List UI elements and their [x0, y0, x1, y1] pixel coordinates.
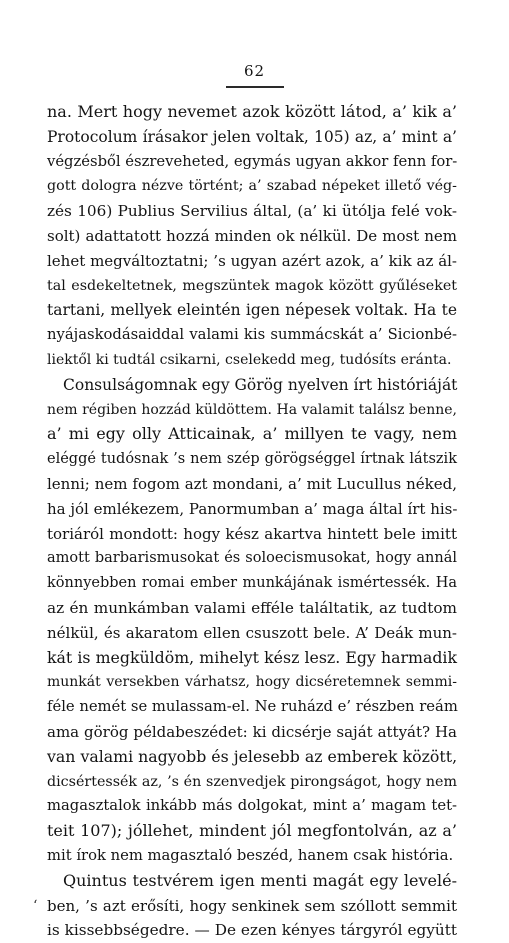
text-line-15: eléggé tudósnak ’s nem szép görögséggel írtnak látszik — [47, 451, 457, 468]
text-line-3: végzésből észreveheted, egymás ugyan akkor fenn for- — [47, 152, 458, 170]
text-line-12: Consulságomnak egy Görög nyelven írt históriáját — [63, 375, 458, 394]
body-text — [33, 100, 458, 943]
text-line-20: könnyebben romai ember munkájának ismértessék. Ha — [47, 575, 457, 592]
text-line-31: mit írok nem magasztaló beszéd, hanem csak história. — [47, 846, 454, 864]
text-line-34: is kissebbségedre. — De ezen kényes tárgyról együtt — [47, 921, 457, 940]
text-line-19: amott barbarismusokat és soloecismusokat, hogy annál — [47, 550, 457, 567]
text-line-6: solt) adattatott hozzá minden ok nélkül. De most nem — [47, 226, 457, 245]
text-line-21: az én munkámban valami efféle találtatik, az tudtom — [47, 598, 457, 617]
text-line-9: tartani, mellyek eleintén igen népesek voltak. Ha te — [47, 301, 457, 320]
text-line-18: toriáról mondott: hogy kész akartva hintett bele imitt — [47, 524, 457, 543]
text-line-2: Protocolum írásakor jelen voltak, 105) az, a’ mint a’ — [47, 127, 457, 146]
text-line-28: dicsértessék az, ’s én szenvedjek pirongságot, hogy nem — [47, 773, 457, 790]
text-line-14: a’ mi egy olly Atticainak, a’ millyen te vagy, nem — [47, 424, 457, 444]
text-line-33-content: ben, ’s azt erősíti, hogy senkinek sem szóllott semmit — [47, 896, 457, 915]
margin-mark: ‘ — [33, 897, 38, 914]
page-number: 62 — [243, 62, 266, 80]
text-line-24: munkát versekben várhatsz, hogy dicséretemnek semmi- — [47, 674, 457, 691]
text-line-30: teit 107); jóllehet, mindent jól megfontolván, az a’ — [47, 821, 457, 841]
text-line-26: ama görög példabeszédet: ki dicsérje saját attyát? Ha — [47, 722, 457, 741]
text-line-22: nélkül, és akaratom ellen csuszott bele. A’ Deák mun- — [47, 623, 457, 642]
text-line-32 — [47, 869, 457, 894]
header-rule — [226, 86, 284, 88]
text-line-32-content: Quintus testvérem igen menti magát egy levelé- — [63, 870, 457, 890]
text-line-13: nem régiben hozzád küldöttem. Ha valamit találsz benne, — [47, 401, 457, 418]
text-line-5: zés 106) Publius Servilius által, (a’ ki ütólja felé vok- — [47, 202, 457, 221]
text-line-23: kát is megküldöm, mihelyt kész lesz. Egy harmadik — [47, 647, 457, 667]
text-line-11: liektől ki tudtál csikarni, cselekedd meg, tudósíts eránta. — [47, 351, 452, 368]
text-line-8: tal esdekeltetnek, megszüntek magok között gyűléseket — [47, 277, 457, 294]
text-line-25: féle nemét se mulassam-el. Ne ruházd e’ részben reám — [47, 698, 458, 716]
text-line-10: nyájaskodásaiddal valami kis summácskát a’ Sicionbé- — [47, 326, 457, 344]
text-line-27: van valami nagyobb és jelesebb az emberek között, — [47, 746, 458, 766]
text-line-33 — [33, 894, 457, 919]
text-line-4: gott dologra nézve történt; a’ szabad népeket illető vég- — [47, 178, 457, 195]
text-line-7: lehet megváltoztatni; ’s ugyan azért azok, a’ kik az ál- — [47, 251, 457, 270]
text-line-1: na. Mert hogy nevemet azok között látod, a’ kik a’ — [47, 102, 457, 121]
text-line-29: magasztalok inkább más dolgokat, mint a’ magam tet- — [47, 797, 457, 815]
text-line-16: lenni; nem fogom azt mondani, a’ mit Lucullus néked, — [47, 474, 457, 493]
text-line-17: ha jól emlékezem, Panormumban a’ maga által írt his- — [47, 499, 458, 518]
